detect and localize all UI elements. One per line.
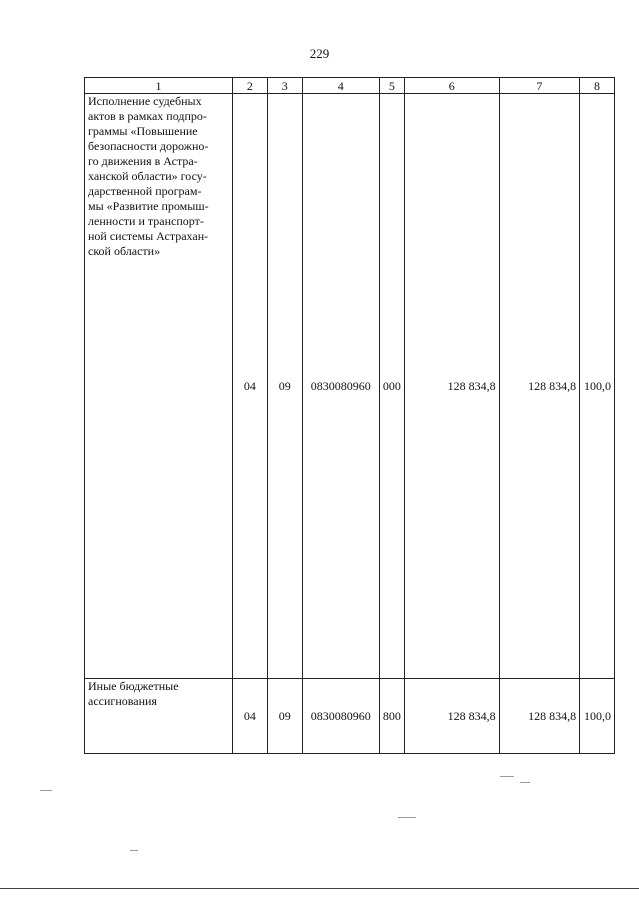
table-header-row — [85, 78, 615, 94]
name-line: ленности и транспорт- — [88, 214, 204, 228]
target-article-cell: 0830080960 — [302, 679, 379, 754]
name-line: мы «Развитие промыш- — [88, 199, 209, 213]
name-line: актов в рамках подпро- — [88, 109, 207, 123]
target-article-cell: 0830080960 — [302, 94, 379, 679]
column-header: 5 — [379, 78, 404, 94]
section-cell: 04 — [233, 679, 268, 754]
scan-speck — [40, 790, 52, 791]
column-header: 3 — [267, 78, 302, 94]
column-header: 6 — [404, 78, 499, 94]
scan-speck — [500, 776, 514, 777]
executed-amount-cell: 128 834,8 — [499, 679, 580, 754]
column-header: 7 — [499, 78, 580, 94]
planned-amount-cell: 128 834,8 — [404, 679, 499, 754]
name-line: граммы «Повышение — [88, 124, 198, 138]
column-header: 2 — [233, 78, 268, 94]
subsection-cell: 09 — [267, 679, 302, 754]
scan-speck — [520, 782, 530, 783]
name-line: дарственной програм- — [88, 184, 202, 198]
table-row — [85, 679, 615, 754]
table-row — [85, 94, 615, 679]
expense-type-cell: 000 — [379, 94, 404, 679]
budget-table — [84, 77, 615, 754]
section-cell: 04 — [233, 94, 268, 679]
subsection-cell: 09 — [267, 94, 302, 679]
name-line: Иные бюджетные — [88, 679, 179, 693]
name-line: ной системы Астрахан- — [88, 229, 209, 243]
column-header: 8 — [580, 78, 615, 94]
name-line: го движения в Астра- — [88, 154, 198, 168]
percent-cell: 100,0 — [580, 679, 615, 754]
planned-amount-cell: 128 834,8 — [404, 94, 499, 679]
name-line: ской области» — [88, 244, 161, 258]
bottom-scan-edge — [0, 888, 639, 889]
scan-speck — [398, 817, 416, 818]
column-header: 1 — [85, 78, 233, 94]
column-header: 4 — [302, 78, 379, 94]
name-line: ассигнования — [88, 694, 157, 708]
expense-type-cell: 800 — [379, 679, 404, 754]
row-name-cell — [85, 679, 233, 754]
name-line: ханской области» госу- — [88, 169, 207, 183]
percent-cell: 100,0 — [580, 94, 615, 679]
page-number: 229 — [309, 46, 330, 61]
row-name-cell — [85, 94, 233, 679]
executed-amount-cell: 128 834,8 — [499, 94, 580, 679]
scan-speck — [130, 850, 138, 851]
name-line: Исполнение судебных — [88, 94, 202, 108]
name-line: безопасности дорожно- — [88, 139, 209, 153]
